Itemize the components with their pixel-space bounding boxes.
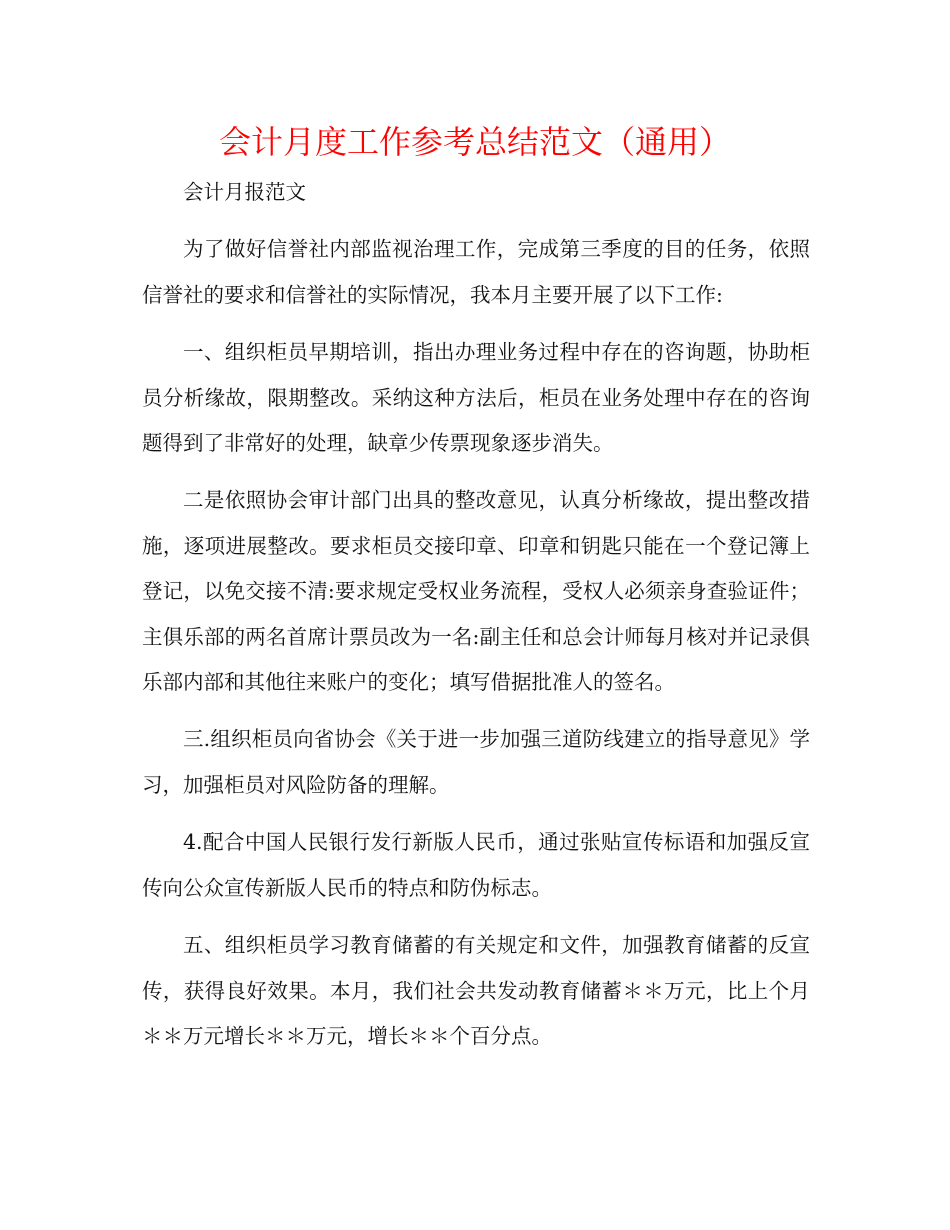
document-subtitle: 会计月报范文 [183,180,306,204]
paragraph-item-4: 4.配合中国人民银行发行新版人民币，通过张贴宣传标语和加强反宣传向公众宣传新版人民币的特点和防伪标志。 [142,830,810,900]
document-body [142,170,810,1059]
document-title: 会计月度工作参考总结范文（通用） [218,123,731,161]
paragraph-item-5: 五、组织柜员学习教育储蓄的有关规定和文件，加强教育储蓄的反宣传，获得良好效果。本月，我们社会共发动教育储蓄＊＊万元，比上个月＊＊万元增长＊＊万元，增长＊＊个百分点。 [142,933,810,1048]
paragraph-item-2: 二是依照协会审计部门出具的整改意见，认真分析缘故，提出整改措施，逐项进展整改。要求柜员交接印章、印章和钥匙只能在一个登记簿上登记，以免交接不清:要求规定受权业务流程，受权人必须亲身查验证件；主俱乐部的两名首席计票员改为一名:副主任和总会计师每月核对并记录俱乐部内部和其他往来账户的变化；填写借据批准人的签名。 [142,488,810,695]
paragraph-item-1: 一、组织柜员早期培训，指出办理业务过程中存在的咨询题，协助柜员分析缘故，限期整改。采纳这种方法后，柜员在业务处理中存在的咨询题得到了非常好的处理，缺章少传票现象逐步消失。 [142,340,810,456]
paragraph-intro: 为了做好信誉社内部监视治理工作，完成第三季度的目的任务，依照信誉社的要求和信誉社的实际情况，我本月主要开展了以下工作: [142,237,810,307]
paragraph-item-3: 三.组织柜员向省协会《关于进一步加强三道防线建立的指导意见》学习，加强柜员对风险防备的理解。 [142,727,810,797]
